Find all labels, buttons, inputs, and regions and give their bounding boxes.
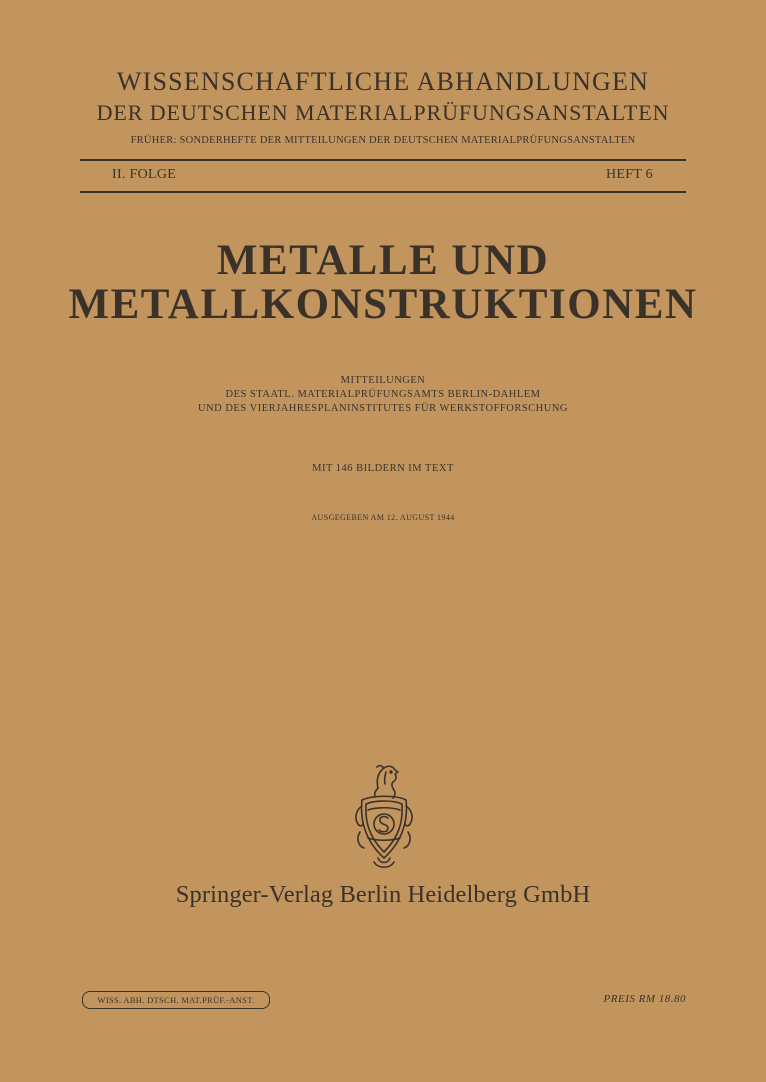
- price-label: PREIS RM 18.80: [603, 993, 686, 1005]
- top-divider: [80, 159, 686, 161]
- series-title-line1: WISSENSCHAFTLICHE ABHANDLUNGEN: [116, 67, 650, 96]
- series-folge: II. FOLGE: [112, 167, 177, 182]
- subtitle-line3: UND DES VIERJAHRESPLANINSTITUTES FÜR WERKSTOFFORSCHUNG: [197, 403, 569, 414]
- issue-number: HEFT 6: [605, 167, 653, 182]
- former-series-title: FRÜHER: SONDERHEFTE DER MITTEILUNGEN DER DEUTSCHEN MATERIALPRÜFUNGSANSTALTEN: [130, 135, 636, 146]
- main-title-line1: METALLE UND: [216, 237, 550, 284]
- subtitle-line2: DES STAATL. MATERIALPRÜFUNGSAMTS BERLIN-DAHLEM: [225, 389, 541, 400]
- illustrations-note: MIT 146 BILDERN IM TEXT: [312, 463, 454, 474]
- springer-knight-logo-icon: [348, 760, 420, 872]
- bottom-divider: [80, 191, 686, 193]
- issue-date: AUSGEGEBEN AM 12. AUGUST 1944: [311, 513, 455, 522]
- citation-abbreviation-box: WISS. ABH. DTSCH. MAT.PRÜF.-ANST.: [82, 991, 270, 1009]
- series-title-line2: DER DEUTSCHEN MATERIALPRÜFUNGSANSTALTEN: [96, 100, 670, 125]
- publisher-name: Springer-Verlag Berlin Heidelberg GmbH: [175, 881, 591, 908]
- main-title-line2: METALLKONSTRUKTIONEN: [68, 281, 698, 328]
- subtitle-line1: MITTEILUNGEN: [340, 375, 426, 386]
